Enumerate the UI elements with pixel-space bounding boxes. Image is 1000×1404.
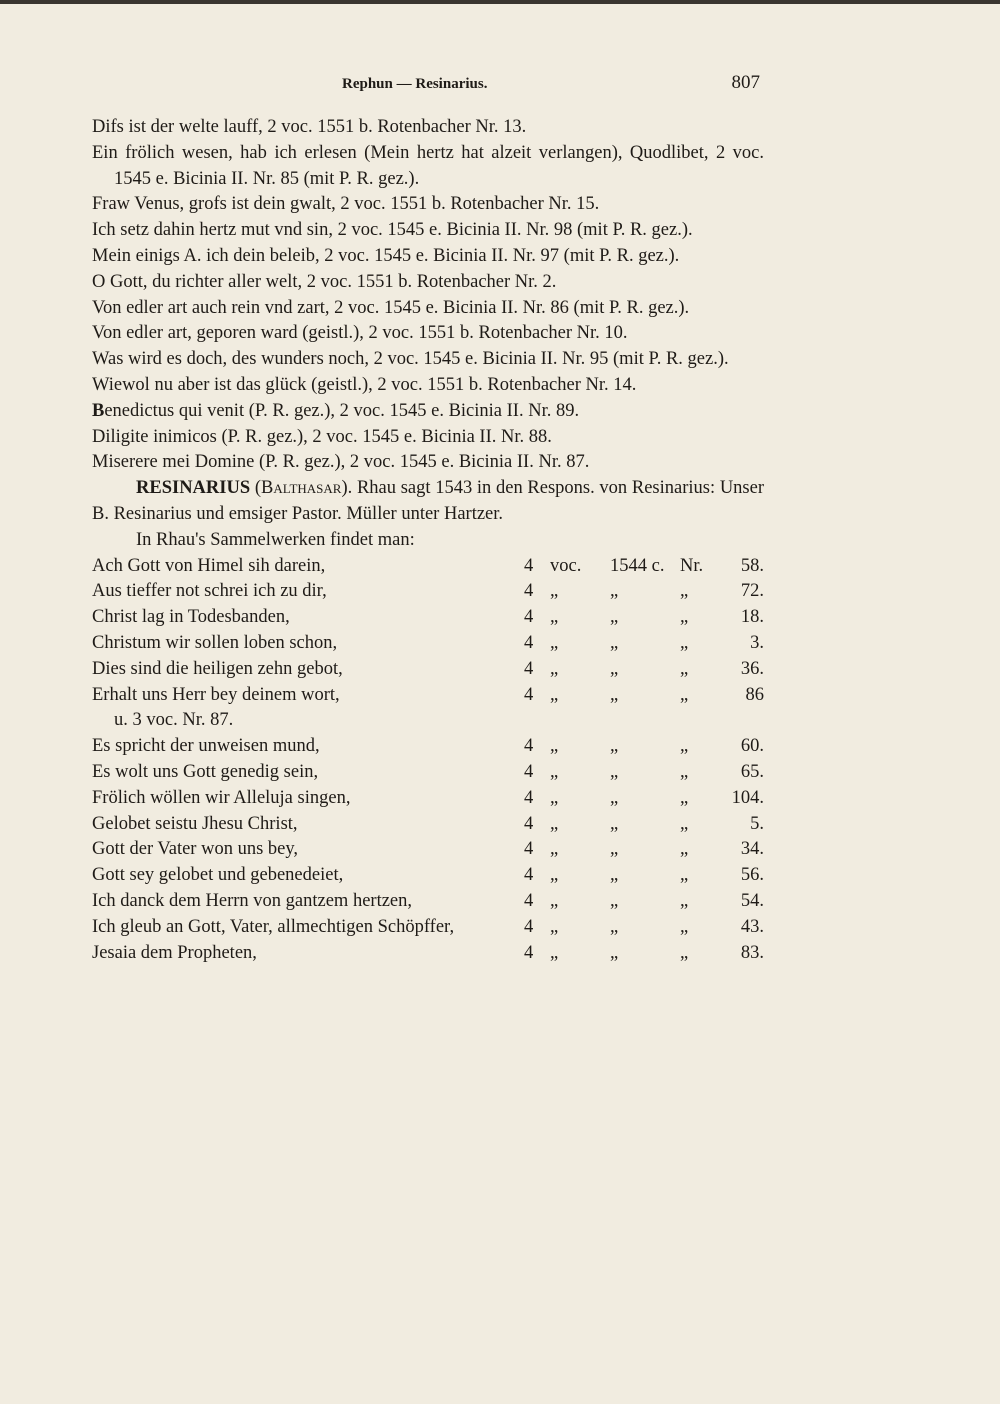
entry-text: Diligite inimicos (P. R. gez.), 2 voc. 1545 e. Bicinia II. Nr. 88. (92, 426, 552, 447)
table-row (92, 812, 764, 838)
cell-year: „ (610, 632, 619, 653)
composer-given-name: (Balthasar). (254, 478, 353, 499)
cell-voc: „ (550, 839, 559, 860)
cell-num: 83. (740, 942, 764, 963)
cell-nr: „ (680, 865, 689, 886)
table-row (92, 554, 764, 580)
cell-year: „ (610, 890, 619, 911)
cell-nr: „ (680, 658, 689, 679)
song-entry: Wiewol nu aber ist das glück (geistl.), 2 voc. 1551 b. Rotenbacher Nr. 14. (92, 374, 637, 395)
cell-nr: „ (680, 813, 689, 834)
cell-nr: „ (680, 632, 689, 653)
cell-year: „ (610, 684, 619, 705)
cell-num: 43. (740, 916, 764, 937)
composer-note: Rhau sagt 1543 in den Respons. von Resinarius: Unser B. Resinarius und emsiger Pastor. Müller unter Hartzer. (92, 478, 765, 524)
cell-num: 60. (740, 736, 764, 757)
cell-voices: 4 (524, 865, 534, 886)
cell-num: 56. (740, 865, 764, 886)
cell-title: Es spricht der unweisen mund, (92, 736, 320, 757)
collection-intro: In Rhau's Sammelwerken findet man: (136, 529, 415, 550)
page-header (92, 72, 764, 100)
latin-entry-list (92, 399, 764, 476)
cell-voc: „ (550, 890, 559, 911)
table-row (92, 708, 764, 734)
cell-nr: „ (680, 787, 689, 808)
cell-title: Gott der Vater won uns bey, (92, 839, 299, 860)
cell-title: Es wolt uns Gott genedig sein, (92, 761, 319, 782)
cell-voc: „ (550, 761, 559, 782)
cell-num: 72. (740, 581, 764, 602)
resinarius-paragraph (92, 476, 764, 528)
cell-voices: 4 (524, 607, 534, 628)
entry-text: Miserere mei Domine (P. R. gez.), 2 voc. 1545 e. Bicinia II. Nr. 87. (92, 452, 590, 473)
latin-entry (92, 450, 764, 476)
cell-voc: „ (550, 916, 559, 937)
cell-title: Aus tieffer not schrei ich zu dir, (92, 581, 327, 602)
composer-name: RESINARIUS (136, 478, 251, 499)
song-entry: Ein frölich wesen, hab ich erlesen (Mein hertz hat alzeit verlangen), Quodlibet, 2 voc. 1545 e. Bicinia II. Nr. 85 (mit P. R. gez.). (92, 142, 764, 189)
song-entry: Was wird es doch, des wunders noch, 2 voc. 1545 e. Bicinia II. Nr. 95 (mit P. R. gez.). (92, 349, 729, 370)
cell-title: Ich danck dem Herrn von gantzem hertzen, (92, 890, 413, 911)
cell-nr: Nr. (680, 555, 704, 576)
cell-voc: voc. (550, 555, 582, 576)
cell-voc: „ (550, 607, 559, 628)
cell-title: Erhalt uns Herr bey deinem wort, (92, 684, 340, 705)
song-entry-list (92, 115, 764, 399)
cell-voices: 4 (524, 761, 534, 782)
table-row (92, 631, 764, 657)
table-row (92, 863, 764, 889)
cell-voices: 4 (524, 813, 534, 834)
latin-entry (92, 425, 764, 451)
cell-nr: „ (680, 736, 689, 757)
song-entry: O Gott, du richter aller welt, 2 voc. 1551 b. Rotenbacher Nr. 2. (92, 271, 557, 292)
table-row (92, 837, 764, 863)
cell-voices: 4 (524, 916, 534, 937)
table-row (92, 786, 764, 812)
cell-year: „ (610, 813, 619, 834)
cell-num: 65. (740, 761, 764, 782)
cell-year: „ (610, 865, 619, 886)
cell-num: 58. (740, 555, 764, 576)
table-row (92, 605, 764, 631)
page-top-border (0, 0, 1000, 4)
cell-num: 34. (740, 839, 764, 860)
cell-title: Gelobet seistu Jhesu Christ, (92, 813, 298, 834)
cell-num: 3. (750, 632, 764, 653)
cell-nr: „ (680, 684, 689, 705)
table-row (92, 889, 764, 915)
cell-voc: „ (550, 632, 559, 653)
cell-title: Dies sind die heiligen zehn gebot, (92, 658, 343, 679)
cell-voc: „ (550, 813, 559, 834)
table-row (92, 915, 764, 941)
cell-num: 54. (740, 890, 764, 911)
cell-nr: „ (680, 890, 689, 911)
cell-voc: „ (550, 581, 559, 602)
cell-voices: 4 (524, 839, 534, 860)
cell-title: Ich gleub an Gott, Vater, allmechtigen Schöpffer, (92, 916, 455, 937)
cell-voices: 4 (524, 890, 534, 911)
cell-year: 1544 c. (610, 555, 665, 576)
cell-voices: 4 (524, 736, 534, 757)
cell-title: Ach Gott von Himel sih darein, (92, 555, 326, 576)
cell-voc: „ (550, 787, 559, 808)
cell-year: „ (610, 736, 619, 757)
cell-voices: 4 (524, 581, 534, 602)
table-row (92, 657, 764, 683)
song-entry: Von edler art, geporen ward (geistl.), 2 voc. 1551 b. Rotenbacher Nr. 10. (92, 323, 628, 344)
cell-num: 36. (740, 658, 764, 679)
table-row (92, 941, 764, 967)
cell-voc: „ (550, 684, 559, 705)
table-row (92, 579, 764, 605)
cell-nr: „ (680, 916, 689, 937)
song-table (92, 554, 764, 967)
cell-year: „ (610, 787, 619, 808)
song-entry: Difs ist der welte lauff, 2 voc. 1551 b. Rotenbacher Nr. 13. (92, 117, 527, 137)
cell-voc: „ (550, 865, 559, 886)
cell-voices: 4 (524, 555, 534, 576)
song-entry: Von edler art auch rein vnd zart, 2 voc. 1545 e. Bicinia II. Nr. 86 (mit P. R. gez.). (92, 297, 690, 318)
cell-year: „ (610, 839, 619, 860)
cell-year: „ (610, 658, 619, 679)
cell-title: Frölich wöllen wir Alleluja singen, (92, 787, 351, 808)
cell-voices: 4 (524, 787, 534, 808)
cell-num: 18. (740, 607, 764, 628)
cell-nr: „ (680, 839, 689, 860)
cell-nr: „ (680, 607, 689, 628)
cell-voc: „ (550, 658, 559, 679)
entry-initial: B (92, 400, 105, 421)
cell-voc: „ (550, 942, 559, 963)
cell-voices: 4 (524, 684, 534, 705)
cell-num: 104. (731, 787, 764, 808)
cell-nr: „ (680, 581, 689, 602)
latin-entry (92, 399, 764, 425)
entry-text: enedictus qui venit (P. R. gez.), 2 voc. 1545 e. Bicinia II. Nr. 89. (104, 400, 580, 421)
cell-year: „ (610, 581, 619, 602)
table-row (92, 734, 764, 760)
cell-voc: „ (550, 736, 559, 757)
page-body (92, 115, 764, 966)
song-entry: Fraw Venus, grofs ist dein gwalt, 2 voc. 1551 b. Rotenbacher Nr. 15. (92, 194, 600, 215)
song-entry: Ich setz dahin hertz mut vnd sin, 2 voc. 1545 e. Bicinia II. Nr. 98 (mit P. R. gez.). (92, 220, 693, 241)
cell-year: „ (610, 916, 619, 937)
cell-num: 5. (750, 813, 764, 834)
cell-voices: 4 (524, 942, 534, 963)
cell-num: 86 (745, 684, 764, 705)
running-head: Rephun — Resinarius. (342, 76, 488, 92)
song-entry: Mein einigs A. ich dein beleib, 2 voc. 1545 e. Bicinia II. Nr. 97 (mit P. R. gez.). (92, 245, 680, 266)
table-row (92, 760, 764, 786)
cell-nr: „ (680, 761, 689, 782)
cell-title: Christ lag in Todesbanden, (92, 607, 290, 628)
cell-year: „ (610, 607, 619, 628)
cell-title: Jesaia dem Propheten, (92, 942, 257, 963)
cell-voices: 4 (524, 632, 534, 653)
row-continuation: u. 3 voc. Nr. 87. (114, 710, 234, 731)
cell-title: Gott sey gelobet und gebenedeiet, (92, 865, 344, 886)
cell-title: Christum wir sollen loben schon, (92, 632, 338, 653)
table-row (92, 683, 764, 709)
cell-year: „ (610, 761, 619, 782)
cell-nr: „ (680, 942, 689, 963)
cell-voices: 4 (524, 658, 534, 679)
cell-year: „ (610, 942, 619, 963)
page-number: 807 (731, 72, 760, 93)
